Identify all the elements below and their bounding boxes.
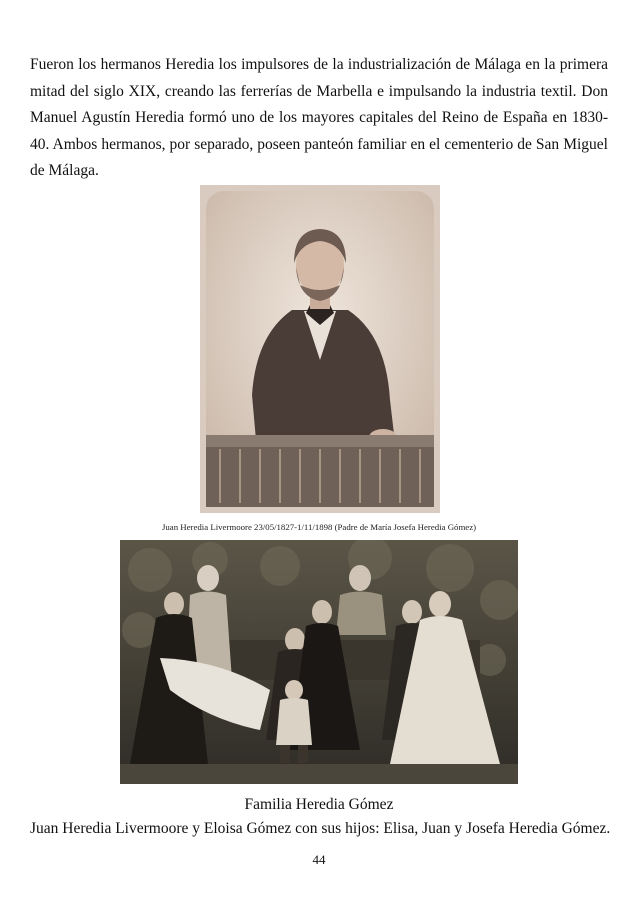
family-photo-caption: Juan Heredia Livermoore y Eloisa Gómez con sus hijos: Elisa, Juan y Josefa Heredia Gómez.	[30, 820, 611, 837]
portrait-photo	[200, 185, 440, 513]
family-illustration	[120, 540, 518, 784]
portrait-caption: Juan Heredia Livermoore 23/05/1827-1/11/1898 (Padre de María Josefa Heredia Gómez)	[161, 522, 477, 532]
page-number: 44	[312, 852, 326, 867]
portrait-illustration	[200, 185, 440, 513]
family-photo	[120, 540, 518, 784]
family-photo-title: Familia Heredia Gómez	[244, 796, 394, 813]
intro-paragraph: Fueron los hermanos Heredia los impulsores de la industrialización de Málaga en la primera mitad del siglo XIX, creando las ferrerías de Marbella e impulsando la industria textil. Don Manuel Agustín Heredia formó uno de los mayores capitales del Reino de España en 1830-40. Ambos hermanos, por separado, poseen panteón familiar en el cementerio de San Miguel de Málaga.	[30, 56, 608, 180]
